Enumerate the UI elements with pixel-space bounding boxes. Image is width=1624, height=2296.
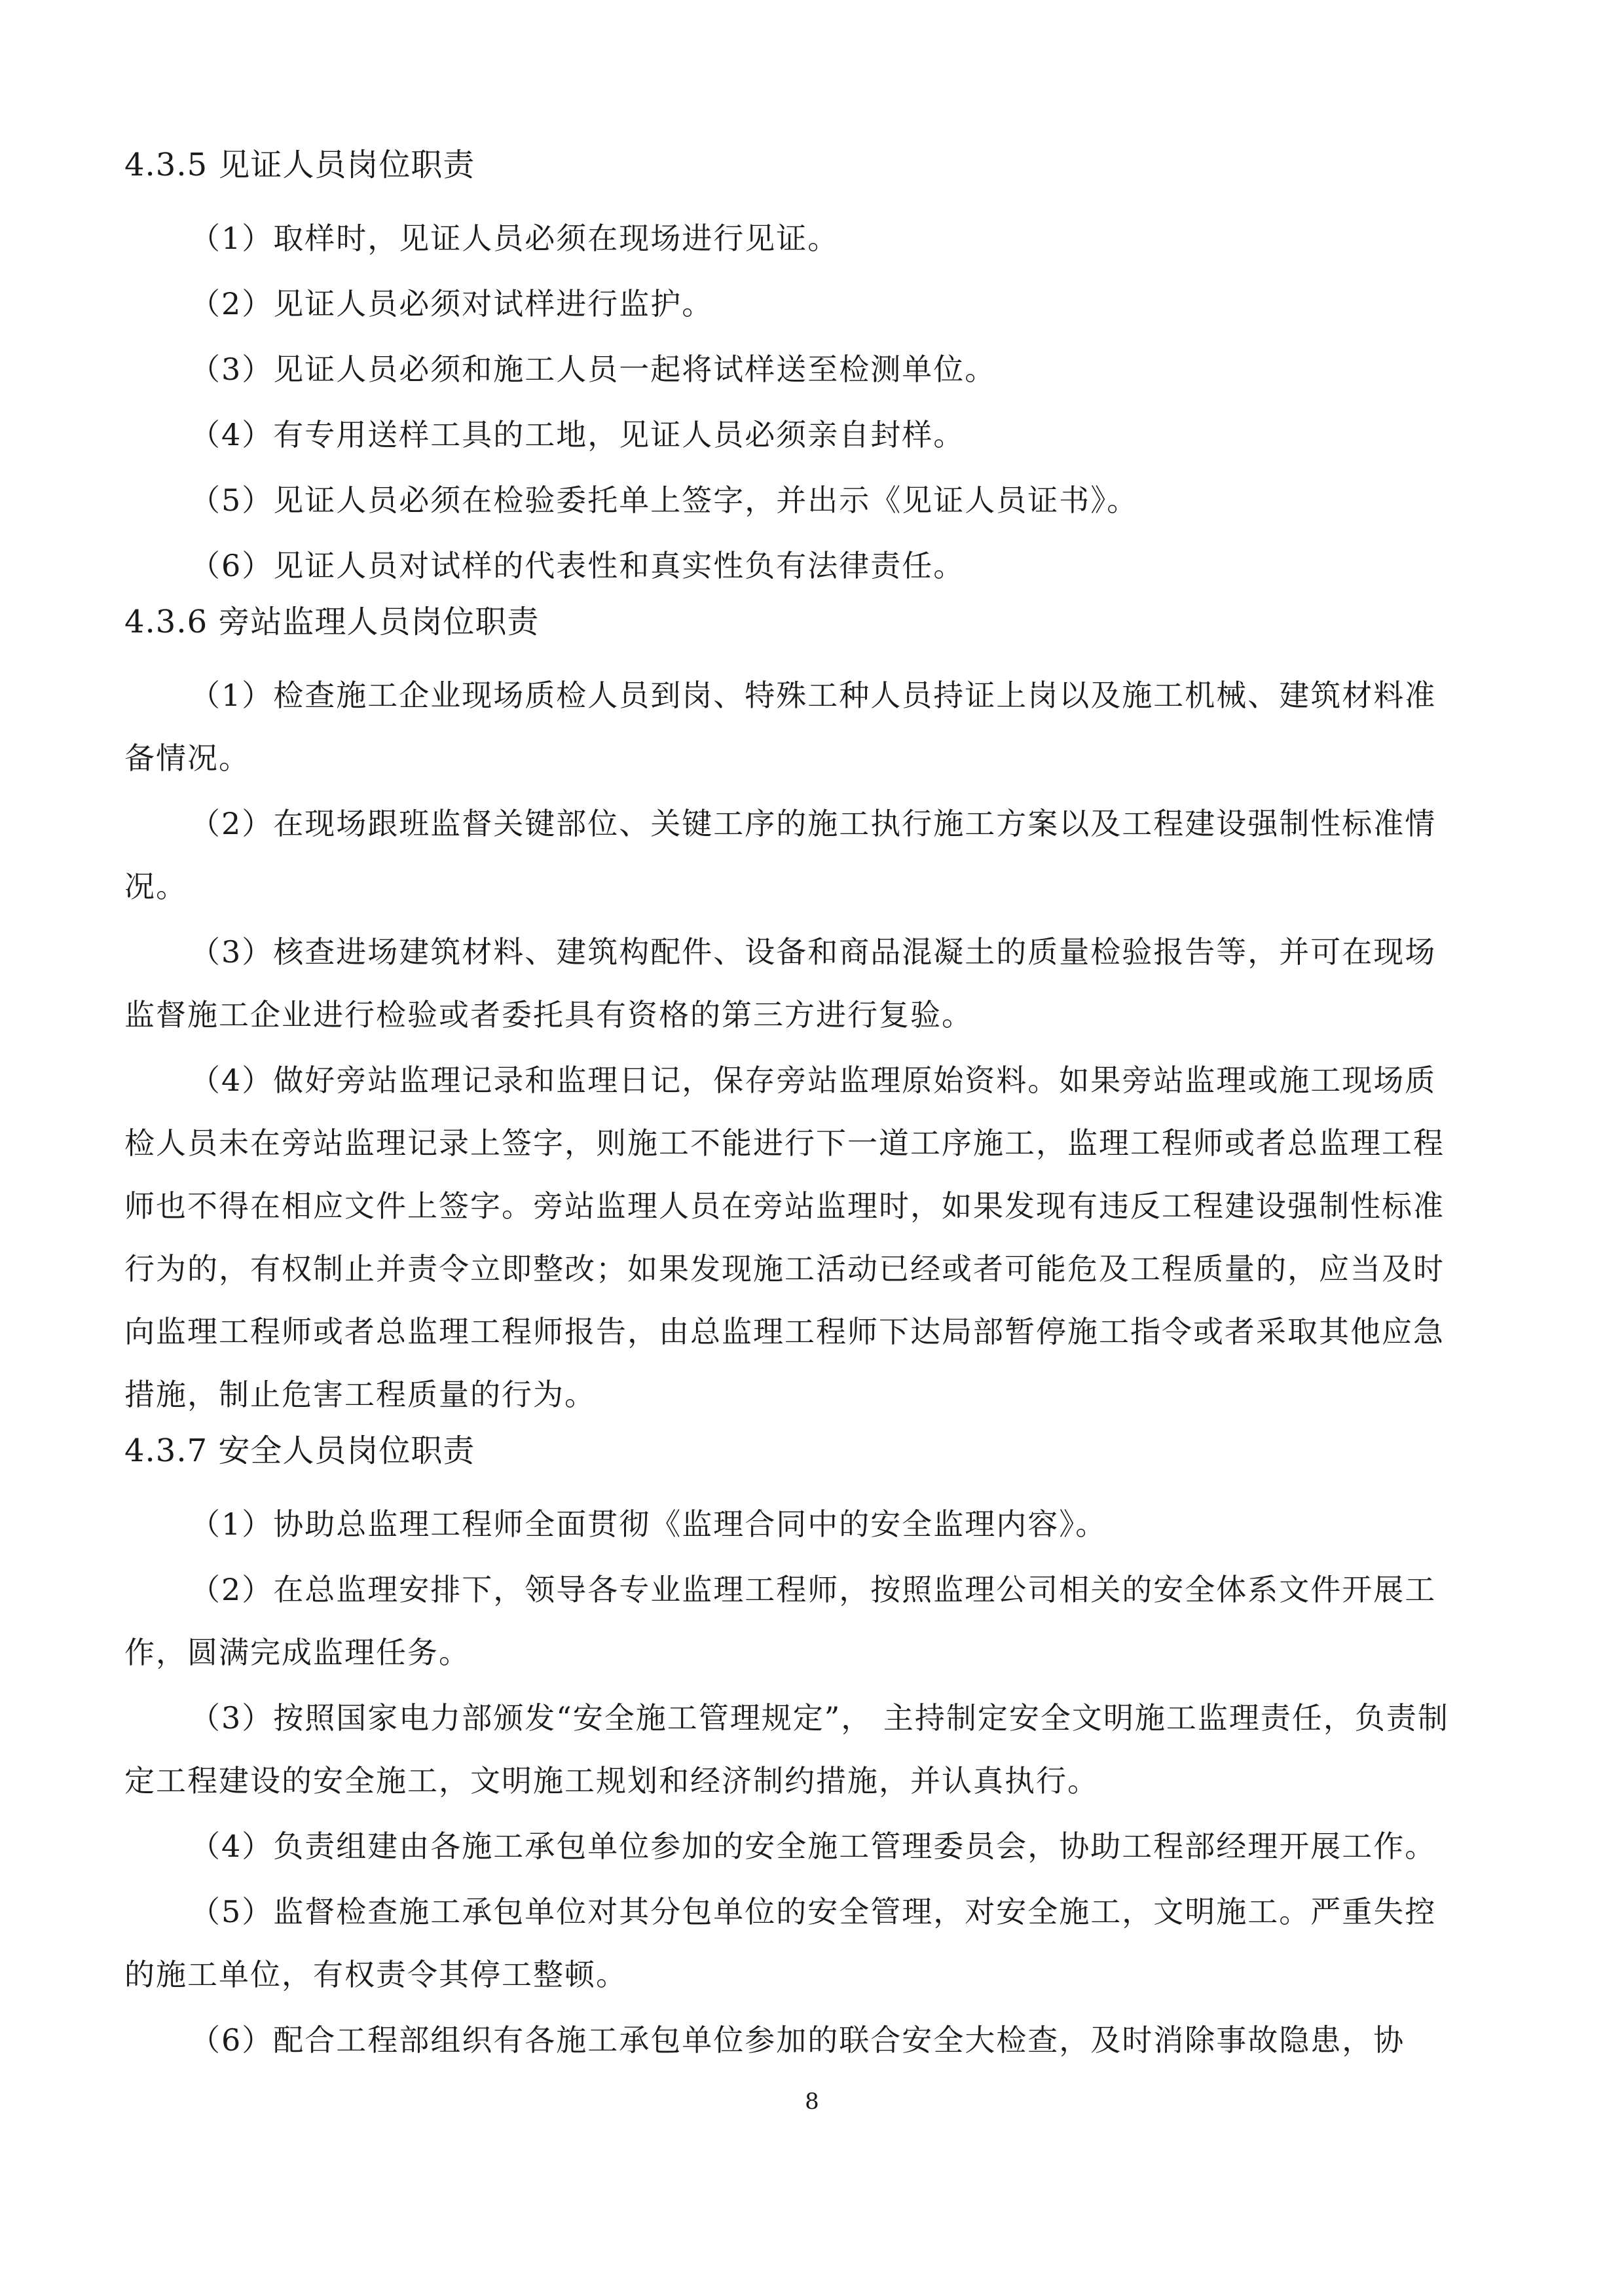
list-item: （6）配合工程部组织有各施工承包单位参加的联合安全大检查，及时消除事故隐患，协: [190, 2022, 1405, 2058]
list-item: （4）有专用送样工具的工地，见证人员必须亲自封样。: [190, 417, 965, 452]
section-4-3-6: [124, 600, 1454, 1426]
list-item: （5）监督检查施工承包单位对其分包单位的安全管理，对安全施工，文明施工。严重失控的施工单位，有权责令其停工整顿。: [124, 1894, 1437, 1992]
section-heading: 4.3.5 见证人员岗位职责: [124, 147, 475, 183]
list-item: （2）在总监理安排下，领导各专业监理工程师，按照监理公司相关的安全体系文件开展工作，圆满完成监理任务。: [124, 1572, 1437, 1670]
list-item: （5）见证人员必须在检验委托单上签字，并出示《见证人员证书》。: [190, 483, 1139, 518]
list-item: （1）检查施工企业现场质检人员到岗、特殊工种人员持证上岗以及施工机械、建筑材料准备情况。: [124, 678, 1437, 776]
page-number: 8: [805, 2088, 819, 2115]
section-heading: 4.3.7 安全人员岗位职责: [124, 1432, 475, 1469]
page-content: [124, 143, 1454, 2074]
list-item: （3）核查进场建筑材料、建筑构配件、设备和商品混凝土的质量检验报告等，并可在现场监督施工企业进行检验或者委托具有资格的第三方进行复验。: [124, 934, 1437, 1032]
list-item: （4）做好旁站监理记录和监理日记，保存旁站监理原始资料。如果旁站监理或施工现场质检人员未在旁站监理记录上签字，则施工不能进行下一道工序施工，监理工程师或者总监理工程师也不得在相应文件上签字。旁站监理人员在旁站监理时，如果发现有违反工程建设强制性标准行为的，有权制止并责令立即整改；如果发现施工活动已经或者可能危及工程质量的，应当及时向监理工程师或者总监理工程师报告，由总监理工程师下达局部暂停施工指令或者采取其他应急措施，制止危害工程质量的行为。: [124, 1063, 1445, 1412]
list-item: （1）取样时，见证人员必须在现场进行见证。: [190, 221, 840, 256]
list-item: （1）协助总监理工程师全面贯彻《监理合同中的安全监理内容》。: [190, 1506, 1107, 1542]
list-item: （6）见证人员对试样的代表性和真实性负有法律责任。: [190, 548, 965, 583]
list-item: （3）按照国家电力部颁发“安全施工管理规定”， 主持制定安全文明施工监理责任，负责制定工程建设的安全施工，文明施工规划和经济制约措施，并认真执行。: [124, 1700, 1449, 1798]
list-item: （3）见证人员必须和施工人员一起将试样送至检测单位。: [190, 352, 997, 387]
section-4-3-7: [124, 1429, 1454, 2071]
list-item: （2）在现场跟班监督关键部位、关键工序的施工执行施工方案以及工程建设强制性标准情况。: [124, 806, 1437, 904]
section-heading: 4.3.6 旁站监理人员岗位职责: [124, 604, 540, 640]
list-item: （4）负责组建由各施工承包单位参加的安全施工管理委员会，协助工程部经理开展工作。: [190, 1829, 1437, 1864]
section-4-3-5: [124, 143, 1454, 597]
list-item: （2）见证人员必须对试样进行监护。: [190, 286, 714, 321]
